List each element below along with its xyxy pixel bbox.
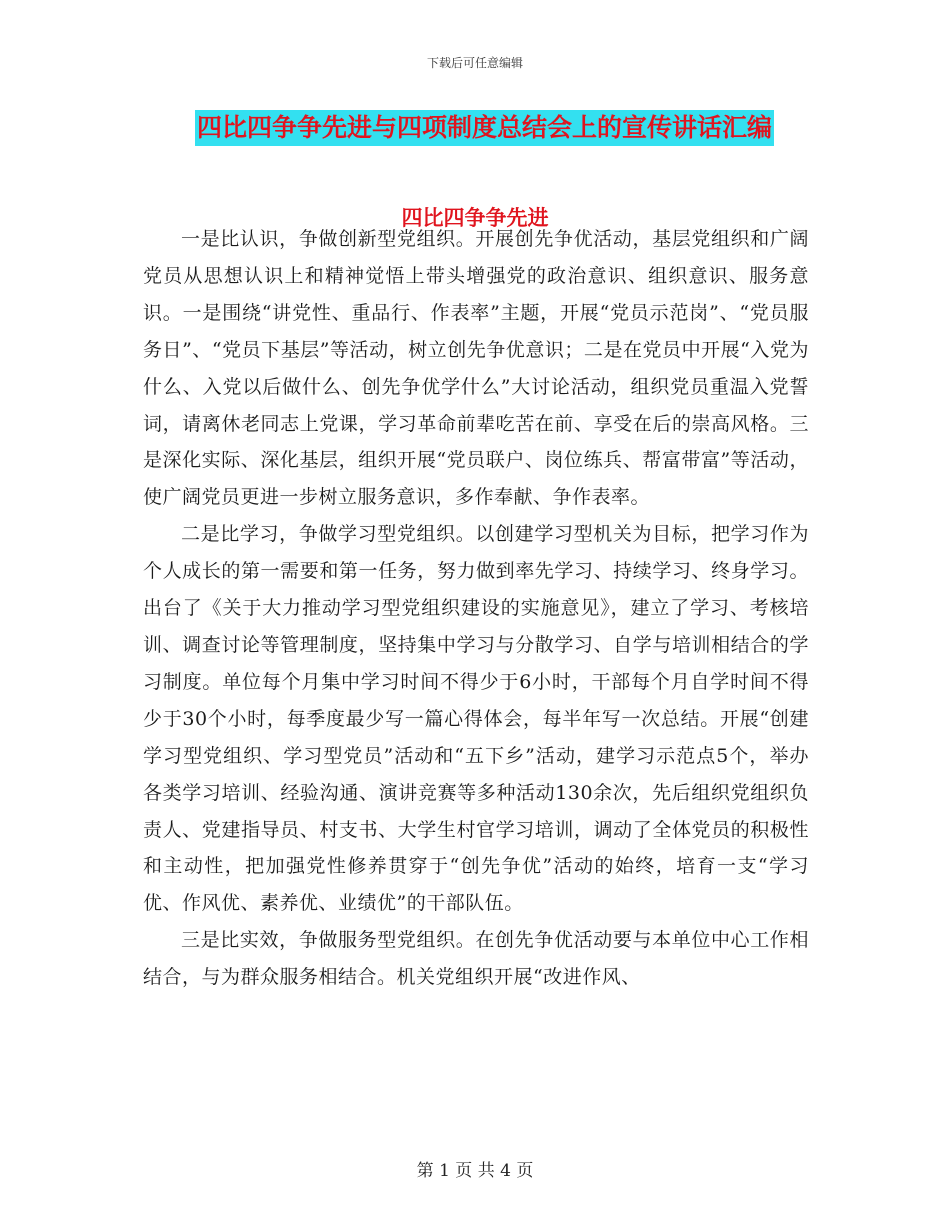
section-title: 四比四争争先进 — [401, 206, 549, 230]
document-title: 四比四争争先进与四项制度总结会上的宣传讲话汇编 — [195, 110, 774, 146]
paragraph-3: 三是比实效，争做服务型党组织。在创先争优活动要与本单位中心工作相结合，与为群众服务相结合。机关党组织开展“改进作风、 — [143, 929, 809, 989]
page-footer: 第 1 页 共 4 页 — [416, 1161, 534, 1181]
body-text — [143, 221, 809, 996]
header-note: 下载后可任意编辑 — [426, 56, 523, 70]
paragraph-1: 一是比认识，争做创新型党组织。开展创先争优活动，基层党组织和广阔党员从思想认识上和精神觉悟上带头增强党的政治意识、组织意识、服务意识。一是围绕“讲党性、重品行、作表率”主题，开展“党员示范岗”、“党员服务日”、“党员下基层”等活动，树立创先争优意识；二是在党员中开展“入党为什么、入党以后做什么、创先争优学什么”大讨论活动，组织党员重温入党誓词，请离休老同志上党课，学习革命前辈吃苦在前、享受在后的崇高风格。三是深化实际、深化基层，组织开展“党员联户、岗位练兵、帮富带富”等活动，使广阔党员更进一步树立服务意识，多作奉献、争作表率。 — [143, 228, 809, 509]
paragraph-2: 二是比学习，争做学习型党组织。以创建学习型机关为目标，把学习作为个人成长的第一需要和第一任务，努力做到率先学习、持续学习、终身学习。出台了《关于大力推动学习型党组织建设的实施意见》，建立了学习、考核培训、调查讨论等管理制度，坚持集中学习与分散学习、自学与培训相结合的学习制度。单位每个月集中学习时间不得少于6小时，干部每个月自学时间不得少于30个小时，每季度最少写一篇心得体会，每半年写一次总结。开展“创建学习型党组织、学习型党员”活动和“五下乡”活动，建学习示范点5个，举办各类学习培训、经验沟通、演讲竞赛等多种活动130余次，先后组织党组织负责人、党建指导员、村支书、大学生村官学习培训，调动了全体党员的积极性和主动性，把加强党性修养贯穿于“创先争优”活动的始终，培育一支“学习优、作风优、素养优、业绩优”的干部队伍。 — [143, 523, 809, 915]
